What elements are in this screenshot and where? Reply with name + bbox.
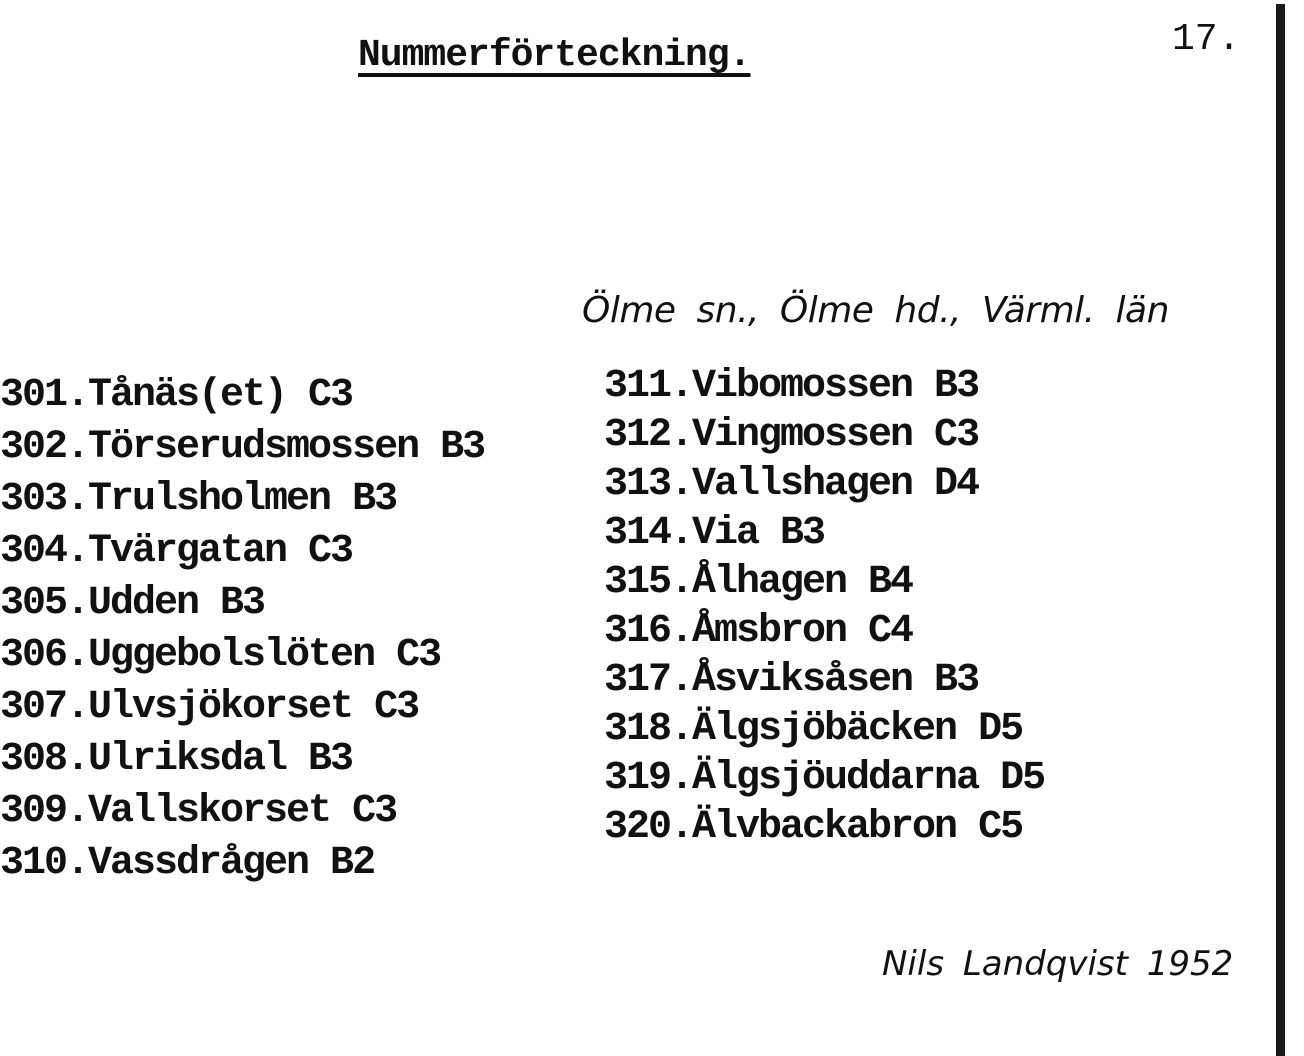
list-item: 320.Älvbackabron C5 (604, 805, 1023, 850)
entry-list-right (604, 362, 1044, 852)
list-item: 309.Vallskorset C3 (0, 789, 397, 834)
list-item: 311.Vibomossen B3 (604, 364, 979, 409)
list-item: 312.Vingmossen C3 (604, 413, 979, 458)
page-number: 17. (1172, 18, 1241, 61)
signature-line: Nils Landqvist 1952 (882, 944, 1234, 984)
page-edge-border (1276, 4, 1285, 1056)
list-item: 308.Ulriksdal B3 (0, 737, 353, 782)
list-item: 315.Ålhagen B4 (604, 560, 913, 605)
entry-list-left (0, 370, 484, 890)
list-item: 310.Vassdrågen B2 (0, 841, 375, 886)
list-item: 306.Uggebolslöten C3 (0, 633, 441, 678)
list-item: 319.Älgsjöuddarna D5 (604, 756, 1045, 801)
list-item: 316.Åmsbron C4 (604, 609, 913, 654)
list-item: 301.Tånäs(et) C3 (0, 373, 353, 418)
page-title: Nummerförteckning. (358, 34, 751, 77)
list-item: 303.Trulsholmen B3 (0, 477, 397, 522)
list-item: 318.Älgsjöbäcken D5 (604, 707, 1023, 752)
list-item: 317.Åsviksåsen B3 (604, 658, 979, 703)
list-item: 302.Törserudsmossen B3 (0, 425, 485, 470)
list-item: 304.Tvärgatan C3 (0, 529, 353, 574)
list-item: 314.Via B3 (604, 511, 825, 556)
location-line: Ölme sn., Ölme hd., Värml. län (582, 290, 1169, 331)
list-item: 313.Vallshagen D4 (604, 462, 979, 507)
list-item: 305.Udden B3 (0, 581, 265, 626)
list-item: 307.Ulvsjökorset C3 (0, 685, 419, 730)
